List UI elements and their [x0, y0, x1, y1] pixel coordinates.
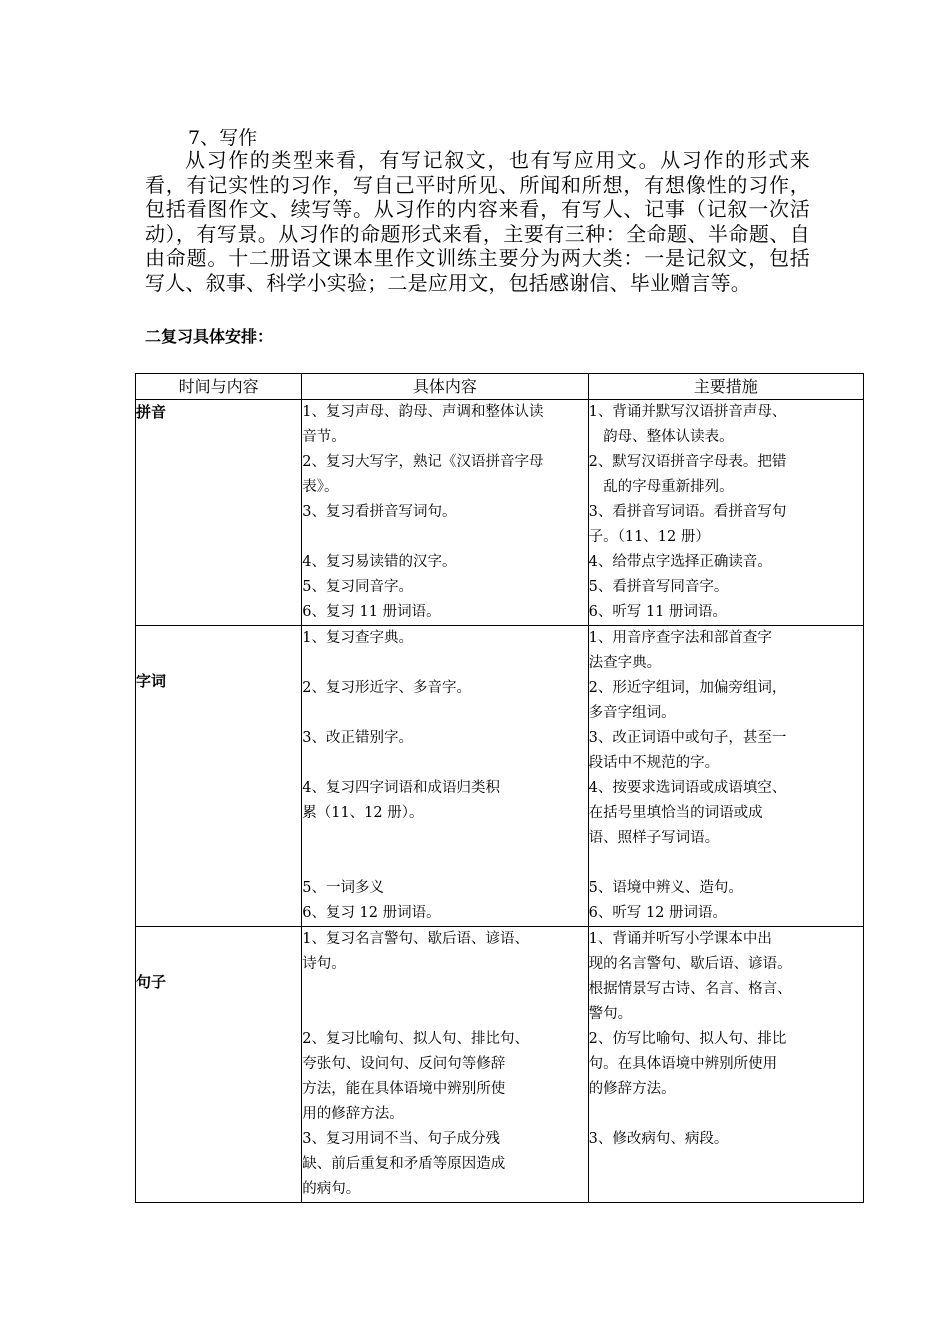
review-plan-table [135, 373, 864, 1203]
content-line: 3、复习看拼音写词句。 [302, 504, 457, 520]
measure-line: 1、背诵并默写汉语拼音声母、 [588, 404, 787, 420]
content-cell [302, 626, 588, 927]
measure-line: 1、用音序查字法和部首查字 [588, 630, 772, 646]
table-row [136, 927, 864, 1203]
content-line: 4、复习易读错的汉字。 [302, 554, 457, 570]
content-line: 诗句。 [302, 956, 346, 972]
measure-line: 1、背诵并听写小学课本中出 [588, 931, 772, 947]
category-label: 字词 [136, 672, 167, 690]
spacer [589, 1102, 863, 1127]
spacer [302, 826, 587, 851]
spacer [302, 977, 587, 1002]
measure-line: 子。（11、12 册） [588, 529, 710, 545]
measure-line: 6、听写 11 册词语。 [588, 604, 728, 620]
content-line: 1、复习查字典。 [302, 630, 413, 646]
measure-line: 语、照样子写词语。 [588, 830, 720, 846]
content-line: 夸张句、设问句、反问句等修辞 [302, 1056, 506, 1072]
measure-line: 法查字典。 [588, 655, 662, 671]
measure-line: 的修辞方法。 [588, 1081, 676, 1097]
category-label: 句子 [136, 973, 167, 991]
spacer [302, 701, 587, 726]
content-cell [302, 400, 588, 626]
spacer [302, 1002, 587, 1027]
measure-line: 在括号里填恰当的词语或成 [588, 805, 763, 821]
content-line: 6、复习 12 册词语。 [302, 905, 441, 921]
content-line: 累（11、12 册）。 [302, 805, 424, 821]
measure-line: 3、看拼音写词语。看拼音写句 [588, 504, 787, 520]
measures-cell [588, 927, 863, 1203]
content-line: 4、复习四字词语和成语归类积 [302, 780, 500, 796]
measure-line: 多音字组词。 [588, 705, 676, 721]
measure-line: 6、听写 12 册词语。 [588, 905, 728, 921]
content-line: 2、复习大写字，熟记《汉语拼音字母 [302, 454, 544, 470]
measure-line: 根据情景写古诗、名言、格言、 [588, 981, 792, 997]
measure-line: 5、语境中辨义、造句。 [588, 880, 743, 896]
content-cell [302, 927, 588, 1203]
category-label: 拼音 [136, 403, 167, 421]
table-row [136, 400, 864, 626]
content-line: 3、复习用词不当、句子成分残 [302, 1131, 500, 1147]
measure-line: 现的名言警句、歇后语、谚语。 [588, 956, 792, 972]
content-line: 用的修辞方法。 [302, 1106, 404, 1122]
spacer [302, 751, 587, 776]
spacer [302, 651, 587, 676]
content-line: 2、复习比喻句、拟人句、排比句、 [302, 1031, 529, 1047]
spacer [589, 851, 863, 876]
measures-cell [588, 400, 863, 626]
table-header-row [136, 374, 864, 400]
spacer [302, 525, 587, 550]
header-main-measures: 主要措施 [588, 374, 863, 400]
content-line: 5、复习同音字。 [302, 579, 413, 595]
content-line: 方法，能在具体语境中辨别所使 [302, 1081, 506, 1097]
measure-line: 段话中不规范的字。 [588, 755, 720, 771]
header-specific-content: 具体内容 [302, 374, 588, 400]
header-time-content: 时间与内容 [136, 374, 302, 400]
section-heading-writing: 7、写作 [188, 127, 258, 149]
content-line: 2、复习形近字、多音字。 [302, 680, 471, 696]
content-line: 缺、前后重复和矛盾等原因造成 [302, 1156, 506, 1172]
content-line: 音节。 [302, 429, 346, 445]
measure-line: 4、给带点字选择正确读音。 [588, 554, 772, 570]
content-line: 1、复习声母、韵母、声调和整体认读 [302, 404, 544, 420]
content-line: 1、复习名言警句、歇后语、谚语、 [302, 931, 529, 947]
measures-cell [588, 626, 863, 927]
category-cell [136, 626, 302, 927]
measure-line: 5、看拼音写同音字。 [588, 579, 729, 595]
measure-line: 3、修改病句、病段。 [588, 1131, 729, 1147]
measure-line: 3、改正词语中或句子，甚至一 [588, 730, 787, 746]
measure-line: 2、仿写比喻句、拟人句、排比 [588, 1031, 787, 1047]
measure-line: 句。在具体语境中辨别所使用 [588, 1056, 778, 1072]
content-line: 6、复习 11 册词语。 [302, 604, 441, 620]
writing-paragraph: 从习作的类型来看，有写记叙文，也有写应用文。从习作的形式来看，有记实性的习作，写自己平时所见、所闻和所想，有想像性的习作，包括看图作文、续写等。从习作的内容来看，有写人、记事（记叙一次活动），有写景。从习作的命题形式来看，主要有三种：全命题、半命题、自由命题。十二册语文课本里作文训练主要分为两大类：一是记叙文，包括写人、叙事、科学小实验；二是应用文，包括感谢信、毕业赠言等。 [145, 148, 810, 295]
measure-line: 乱的字母重新排列。 [588, 479, 734, 495]
measure-line: 4、按要求选词语或成语填空、 [588, 780, 787, 796]
content-line: 3、改正错别字。 [302, 730, 413, 746]
spacer [302, 851, 587, 876]
content-line: 5、一词多义 [302, 880, 384, 896]
review-schedule-title: 二复习具体安排： [145, 327, 274, 346]
measure-line: 韵母、整体认读表。 [588, 429, 734, 445]
content-line: 的病句。 [302, 1181, 361, 1197]
category-cell [136, 927, 302, 1203]
category-cell [136, 400, 302, 626]
table-row [136, 626, 864, 927]
content-line: 表》。 [302, 479, 339, 495]
measure-line: 2、默写汉语拼音字母表。把错 [588, 454, 787, 470]
measure-line: 2、形近字组词，加偏旁组词， [588, 680, 787, 696]
measure-line: 警句。 [588, 1006, 633, 1022]
